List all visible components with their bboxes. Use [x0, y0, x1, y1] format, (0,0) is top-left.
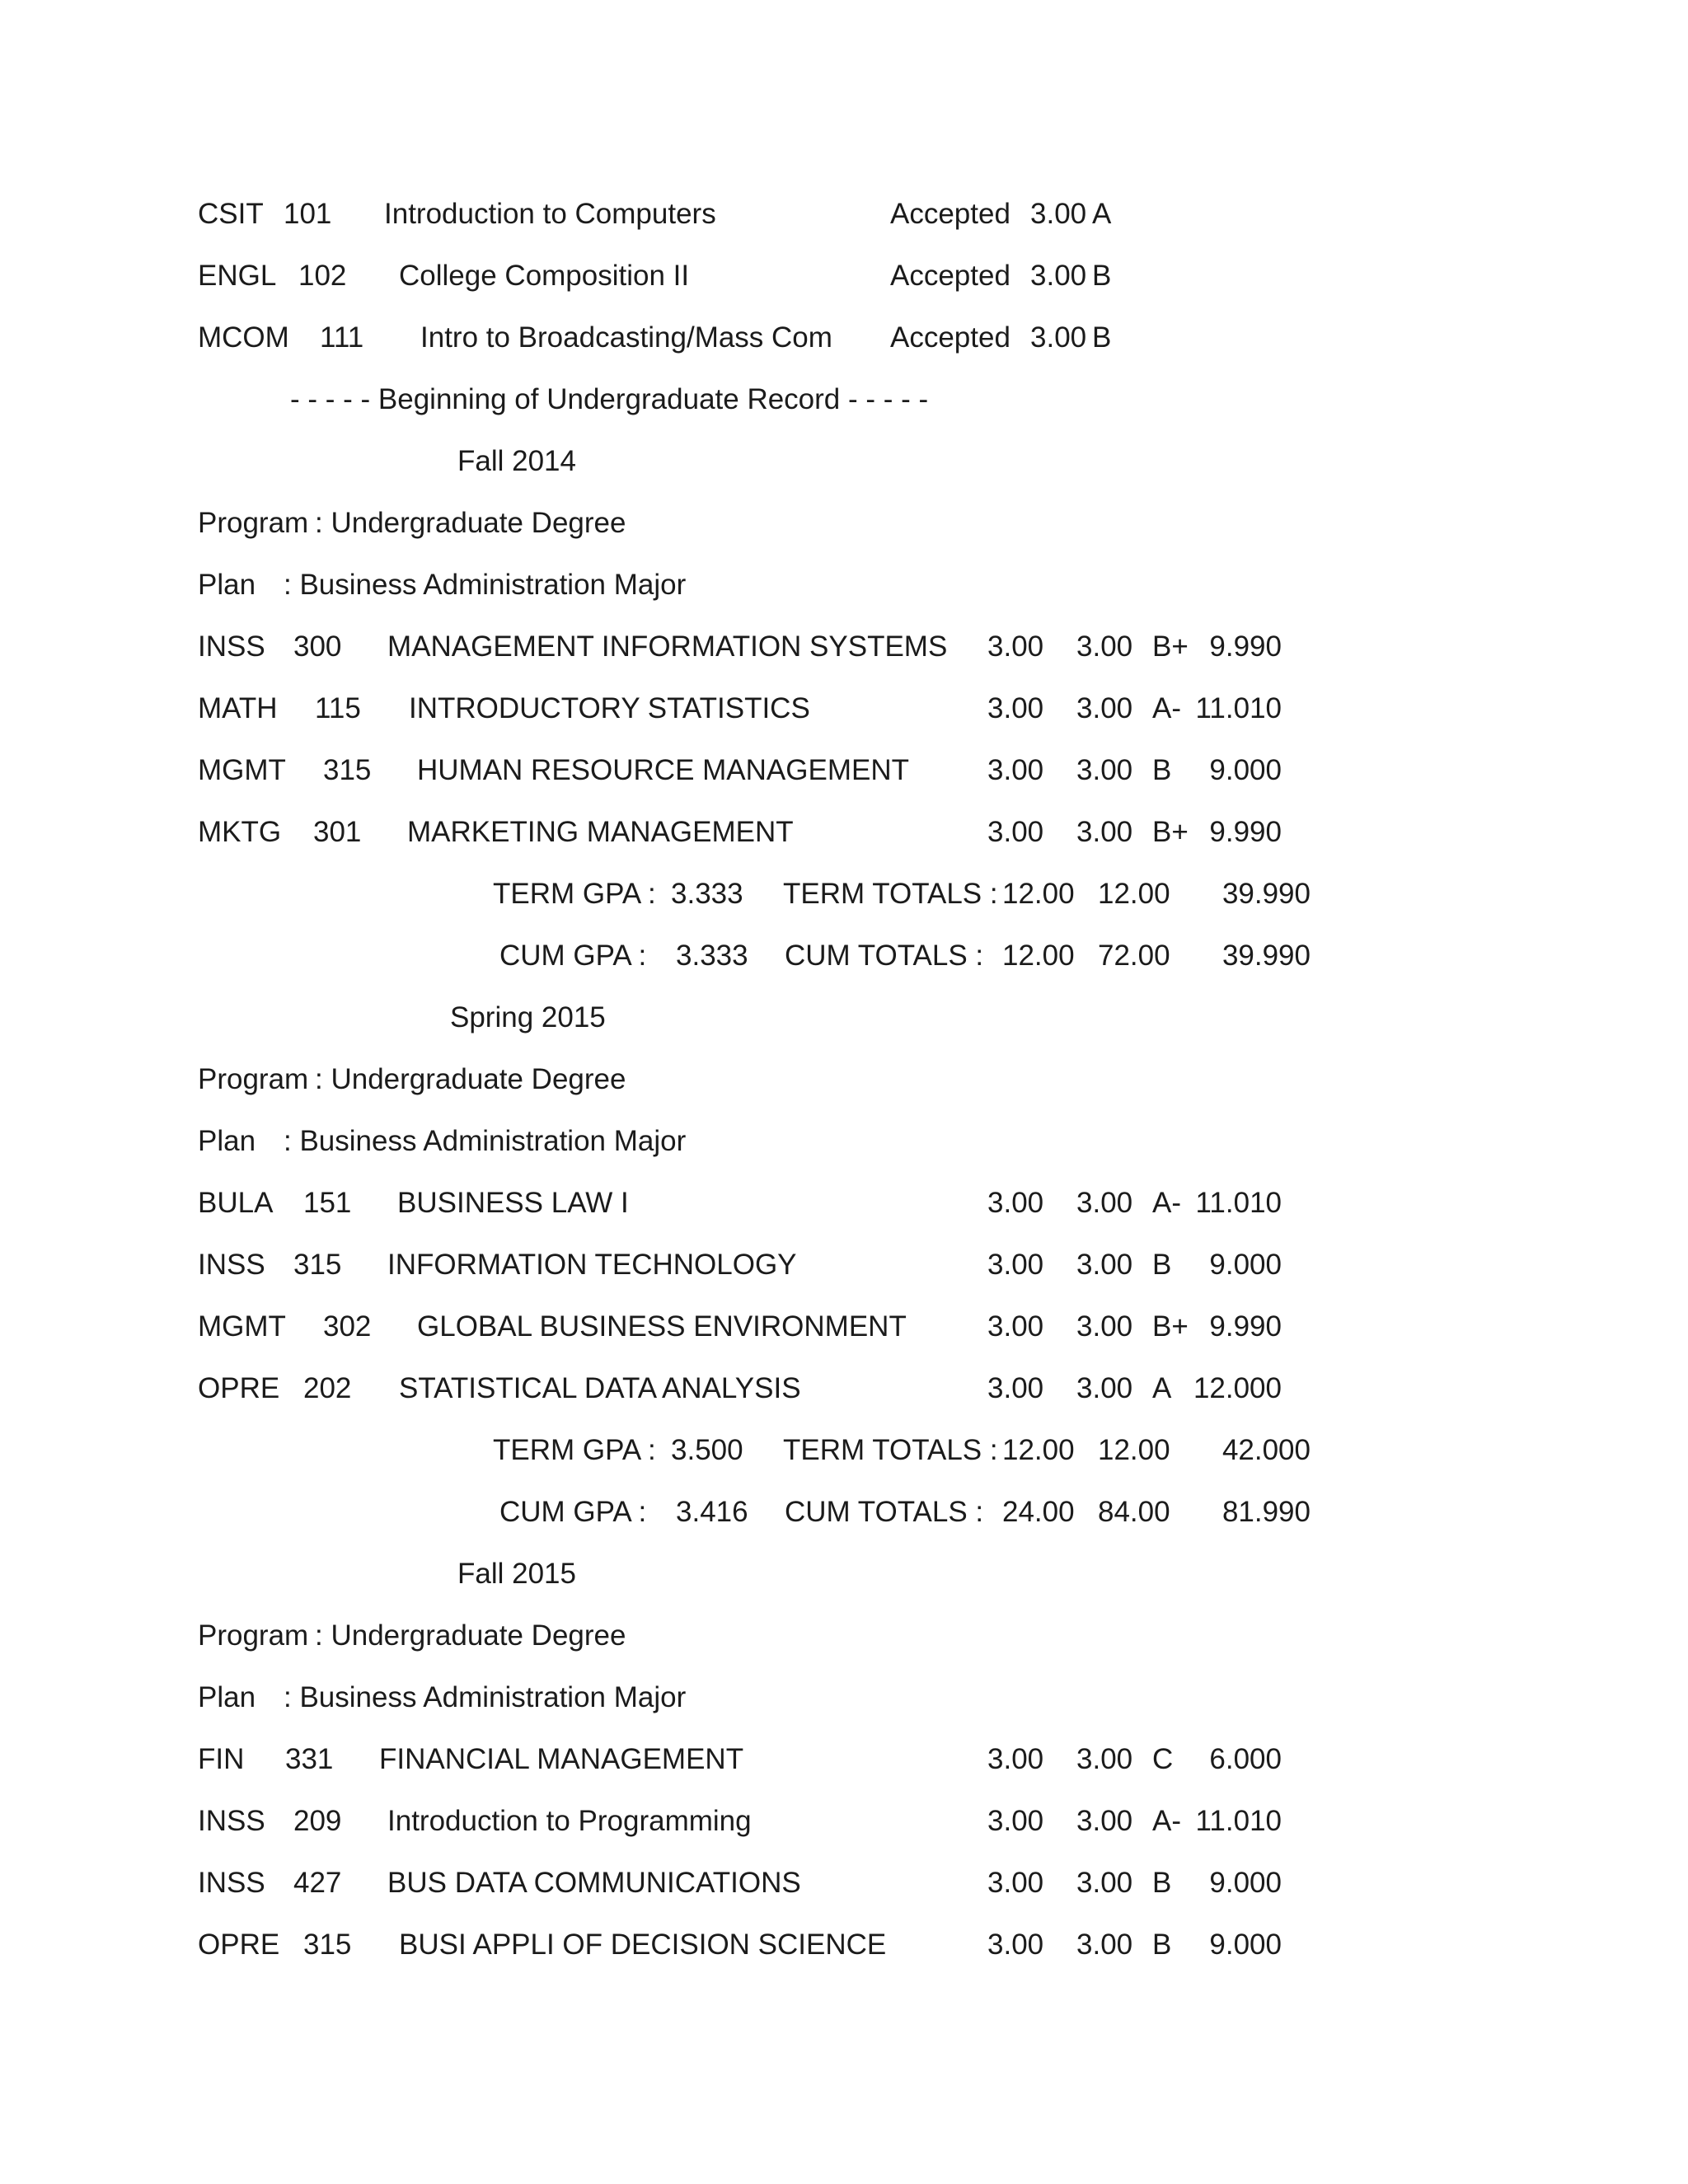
course-number: 101 — [284, 198, 332, 230]
course-number: 331 — [285, 1743, 334, 1775]
course-attempted: 3.00 — [987, 630, 1044, 663]
course-title: MANAGEMENT INFORMATION SYSTEMS — [387, 630, 948, 663]
course-points: 6.000 — [1209, 1743, 1282, 1775]
plan-value: : Business Administration Major — [284, 1681, 687, 1713]
course-title: STATISTICAL DATA ANALYSIS — [399, 1372, 801, 1404]
course-grade: B+ — [1152, 1310, 1189, 1343]
course-number: 302 — [323, 1310, 372, 1343]
course-grade: B — [1092, 321, 1112, 354]
term-gpa-label: TERM GPA : — [493, 878, 656, 910]
cum-gpa: 3.333 — [676, 940, 748, 972]
course-points: 9.000 — [1209, 1867, 1282, 1899]
term-points: 42.000 — [1221, 1434, 1311, 1466]
program-value: : Undergraduate Degree — [315, 507, 626, 539]
course-title: BUS DATA COMMUNICATIONS — [387, 1867, 801, 1899]
course-attempted: 3.00 — [987, 1310, 1044, 1343]
program-value: : Undergraduate Degree — [315, 1063, 626, 1095]
term-gpa: 3.500 — [671, 1434, 743, 1466]
course-attempted: 3.00 — [987, 816, 1044, 848]
course-attempted: 3.00 — [987, 692, 1044, 724]
term-gpa-label: TERM GPA : — [493, 1434, 656, 1466]
course-grade: A- — [1152, 1805, 1181, 1837]
course-title: Introduction to Programming — [387, 1805, 752, 1837]
course-grade: A — [1152, 1372, 1172, 1404]
course-title: FINANCIAL MANAGEMENT — [379, 1743, 744, 1775]
course-grade: B — [1092, 260, 1112, 292]
course-attempted: 3.00 — [987, 754, 1044, 786]
course-attempted: 3.00 — [987, 1929, 1044, 1961]
course-earned: 3.00 — [1076, 1805, 1133, 1837]
course-number: 111 — [320, 321, 364, 354]
course-title: Introduction to Computers — [384, 198, 716, 230]
course-earned: 3.00 — [1076, 630, 1133, 663]
term-heading: Fall 2015 — [457, 1558, 576, 1590]
course-attempted: 3.00 — [987, 1743, 1044, 1775]
program-label: Program — [198, 1063, 309, 1095]
program-label: Program — [198, 1619, 309, 1652]
term-points: 39.990 — [1221, 878, 1311, 910]
course-status: Accepted — [890, 198, 1010, 230]
course-grade: A- — [1152, 1187, 1181, 1219]
course-attempted: 3.00 — [987, 1867, 1044, 1899]
course-subject: INSS — [198, 1805, 265, 1837]
course-number: 315 — [303, 1929, 352, 1961]
term-heading: Fall 2014 — [457, 445, 576, 477]
course-title: HUMAN RESOURCE MANAGEMENT — [417, 754, 909, 786]
course-subject: ENGL — [198, 260, 277, 292]
term-totals-label: TERM TOTALS : — [783, 878, 998, 910]
course-grade: B — [1152, 1929, 1172, 1961]
course-earned: 3.00 — [1076, 1249, 1133, 1281]
course-attempted: 3.00 — [987, 1249, 1044, 1281]
course-grade: B — [1152, 1867, 1172, 1899]
course-title: MARKETING MANAGEMENT — [407, 816, 794, 848]
course-points: 12.000 — [1193, 1372, 1282, 1404]
course-title: Intro to Broadcasting/Mass Com — [420, 321, 832, 354]
course-grade: C — [1152, 1743, 1174, 1775]
course-grade: B — [1152, 1249, 1172, 1281]
course-earned: 3.00 — [1076, 1187, 1133, 1219]
course-earned: 3.00 — [1076, 1929, 1133, 1961]
course-grade: A — [1092, 198, 1112, 230]
course-earned: 3.00 — [1076, 1867, 1133, 1899]
course-points: 9.000 — [1209, 754, 1282, 786]
cum-totals-label: CUM TOTALS : — [785, 940, 984, 972]
course-subject: MCOM — [198, 321, 289, 354]
course-points: 9.990 — [1209, 1310, 1282, 1343]
course-status: Accepted — [890, 321, 1010, 354]
plan-value: : Business Administration Major — [284, 1125, 687, 1157]
course-earned: 3.00 — [1076, 1372, 1133, 1404]
course-units: 3.00 — [1030, 198, 1087, 230]
cum-points: 81.990 — [1221, 1496, 1311, 1528]
course-points: 9.990 — [1209, 630, 1282, 663]
course-grade: B+ — [1152, 816, 1189, 848]
course-grade: A- — [1152, 692, 1181, 724]
course-number: 209 — [293, 1805, 342, 1837]
course-attempted: 3.00 — [987, 1805, 1044, 1837]
course-points: 9.000 — [1209, 1929, 1282, 1961]
course-subject: MGMT — [198, 754, 286, 786]
plan-label: Plan — [198, 1681, 256, 1713]
course-number: 301 — [313, 816, 362, 848]
plan-label: Plan — [198, 1125, 256, 1157]
course-subject: MKTG — [198, 816, 282, 848]
course-attempted: 3.00 — [987, 1372, 1044, 1404]
course-subject: CSIT — [198, 198, 264, 230]
course-title: BUSI APPLI OF DECISION SCIENCE — [399, 1929, 887, 1961]
course-number: 102 — [298, 260, 347, 292]
course-number: 315 — [293, 1249, 342, 1281]
plan-label: Plan — [198, 569, 256, 601]
course-subject: OPRE — [198, 1372, 280, 1404]
course-title: GLOBAL BUSINESS ENVIRONMENT — [417, 1310, 907, 1343]
course-points: 11.010 — [1195, 1805, 1282, 1837]
course-subject: INSS — [198, 1867, 265, 1899]
course-subject: MGMT — [198, 1310, 286, 1343]
course-title: BUSINESS LAW I — [397, 1187, 629, 1219]
course-subject: INSS — [198, 630, 265, 663]
course-earned: 3.00 — [1076, 1743, 1133, 1775]
course-grade: B+ — [1152, 630, 1189, 663]
course-units: 3.00 — [1030, 260, 1087, 292]
course-points: 9.990 — [1209, 816, 1282, 848]
cum-earned: 72.00 — [1098, 940, 1170, 972]
course-title: College Composition II — [399, 260, 690, 292]
cum-attempted: 24.00 — [1002, 1496, 1075, 1528]
course-points: 9.000 — [1209, 1249, 1282, 1281]
course-points: 11.010 — [1195, 692, 1282, 724]
course-number: 151 — [303, 1187, 352, 1219]
course-earned: 3.00 — [1076, 816, 1133, 848]
course-title: INTRODUCTORY STATISTICS — [409, 692, 810, 724]
record-divider: - - - - - Beginning of Undergraduate Record - - - - - — [290, 383, 929, 415]
cum-points: 39.990 — [1221, 940, 1311, 972]
plan-value: : Business Administration Major — [284, 569, 687, 601]
course-number: 202 — [303, 1372, 352, 1404]
term-earned: 12.00 — [1098, 878, 1170, 910]
course-number: 315 — [323, 754, 372, 786]
course-subject: OPRE — [198, 1929, 280, 1961]
course-number: 300 — [293, 630, 342, 663]
course-status: Accepted — [890, 260, 1010, 292]
cum-gpa-label: CUM GPA : — [499, 940, 647, 972]
course-subject: INSS — [198, 1249, 265, 1281]
course-attempted: 3.00 — [987, 1187, 1044, 1219]
cum-totals-label: CUM TOTALS : — [785, 1496, 984, 1528]
course-number: 115 — [315, 692, 361, 724]
course-earned: 3.00 — [1076, 692, 1133, 724]
course-number: 427 — [293, 1867, 342, 1899]
cum-earned: 84.00 — [1098, 1496, 1170, 1528]
course-grade: B — [1152, 754, 1172, 786]
program-value: : Undergraduate Degree — [315, 1619, 626, 1652]
term-heading: Spring 2015 — [450, 1001, 606, 1033]
course-earned: 3.00 — [1076, 754, 1133, 786]
course-earned: 3.00 — [1076, 1310, 1133, 1343]
course-subject: FIN — [198, 1743, 245, 1775]
course-units: 3.00 — [1030, 321, 1087, 354]
term-totals-label: TERM TOTALS : — [783, 1434, 998, 1466]
cum-gpa: 3.416 — [676, 1496, 748, 1528]
cum-attempted: 12.00 — [1002, 940, 1075, 972]
course-subject: BULA — [198, 1187, 274, 1219]
course-points: 11.010 — [1195, 1187, 1282, 1219]
term-attempted: 12.00 — [1002, 878, 1075, 910]
term-attempted: 12.00 — [1002, 1434, 1075, 1466]
course-subject: MATH — [198, 692, 278, 724]
term-gpa: 3.333 — [671, 878, 743, 910]
term-earned: 12.00 — [1098, 1434, 1170, 1466]
program-label: Program — [198, 507, 309, 539]
cum-gpa-label: CUM GPA : — [499, 1496, 647, 1528]
course-title: INFORMATION TECHNOLOGY — [387, 1249, 797, 1281]
